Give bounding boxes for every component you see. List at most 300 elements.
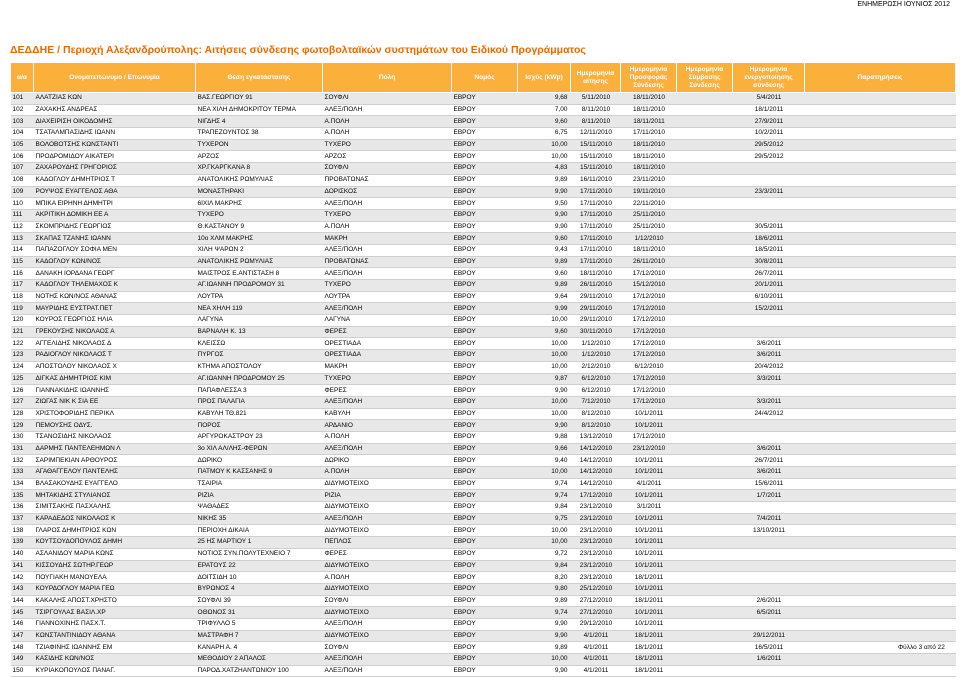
offer-date-cell: 10/1/2011 <box>621 560 677 572</box>
applicant-name-cell: ΤΖΙΑΦΙΝΗΣ ΙΩΑΝΝΗΣ ΕΜ <box>34 642 196 654</box>
row-number-cell: 129 <box>11 420 34 432</box>
contract-date-cell <box>677 280 733 292</box>
activation-date-cell: 6/5/2011 <box>733 607 805 619</box>
installation-location-cell: ΜΕΘΟΔΙΟΥ 2 ΑΠΑΛΟΣ <box>196 654 323 666</box>
row-number-cell: 116 <box>11 268 34 280</box>
installation-location-cell: ΝΕΑ ΧΙΛΗ ΔΗΜΟΚΡΙΤΟΥ ΤΕΡΜΑ <box>196 104 323 116</box>
offer-date-cell: 10/1/2011 <box>621 513 677 525</box>
offer-date-cell: 17/12/2010 <box>621 350 677 362</box>
power-kwp-cell: 9,90 <box>518 630 571 642</box>
applicant-name-cell: ΤΣΙΡΓΟΥΛΑΣ ΒΑΣΙΛ.ΧΡ <box>34 607 196 619</box>
activation-date-cell <box>733 315 805 327</box>
prefecture-cell: ΕΒΡΟΥ <box>452 537 518 549</box>
application-date-cell: 17/11/2010 <box>571 186 621 198</box>
prefecture-cell: ΕΒΡΟΥ <box>452 291 518 303</box>
power-kwp-cell: 10,00 <box>518 315 571 327</box>
prefecture-cell: ΕΒΡΟΥ <box>452 408 518 420</box>
prefecture-cell: ΕΒΡΟΥ <box>452 303 518 315</box>
applicant-name-cell: ΔΑΡΜΗΣ ΠΑΝΤΕΛΕΗΜΩΝ Λ <box>34 443 196 455</box>
city-cell: ΠΡΟΒΑΤΩΝΑΣ <box>323 174 452 186</box>
application-date-cell: 23/12/2010 <box>571 537 621 549</box>
row-number-cell: 119 <box>11 303 34 315</box>
installation-location-cell: ΤΥΧΕΡΟΝ <box>196 139 323 151</box>
applicant-name-cell: ΖΙΩΓΑΣ ΝΙΚ Κ ΣΙΑ ΕΕ <box>34 396 196 408</box>
city-cell: ΑΛΕΞ/ΠΟΛΗ <box>323 513 452 525</box>
power-kwp-cell: 10,00 <box>518 396 571 408</box>
power-kwp-cell: 9,60 <box>518 233 571 245</box>
applications-table <box>10 62 956 677</box>
installation-location-cell: ΚΑΝΑΡΗ Α. 4 <box>196 642 323 654</box>
city-cell: ΛΟΥΤΡΑ <box>323 291 452 303</box>
contract-date-cell <box>677 151 733 163</box>
table-row <box>11 490 956 502</box>
city-cell: ΑΛΕΞ/ΠΟΛΗ <box>323 104 452 116</box>
col-header-location: Θέση εγκατάστασης <box>196 63 323 93</box>
power-kwp-cell: 10,00 <box>518 350 571 362</box>
application-date-cell: 17/11/2010 <box>571 256 621 268</box>
power-kwp-cell: 9,74 <box>518 478 571 490</box>
contract-date-cell <box>677 256 733 268</box>
installation-location-cell: ΒΑΣ.ΓΕΩΡΓΙΟΥ 91 <box>196 93 323 105</box>
installation-location-cell: ΛΟΥΤΡΑ <box>196 291 323 303</box>
row-number-cell: 107 <box>11 163 34 175</box>
power-kwp-cell: 9,89 <box>518 642 571 654</box>
application-date-cell: 17/11/2010 <box>571 233 621 245</box>
applicant-name-cell: ΚΑΔΟΓΛΟΥ ΚΩΝ/ΝΟΣ <box>34 256 196 268</box>
contract-date-cell <box>677 186 733 198</box>
application-date-cell: 17/12/2010 <box>571 490 621 502</box>
prefecture-cell: ΕΒΡΟΥ <box>452 478 518 490</box>
offer-date-cell: 18/11/2010 <box>621 163 677 175</box>
application-date-cell: 23/12/2010 <box>571 548 621 560</box>
applicant-name-cell: ΣΙΜΙΤΣΑΚΗΣ ΠΑΣΧΑΛΗΣ <box>34 502 196 514</box>
table-row <box>11 350 956 362</box>
installation-location-cell: ΠΟΡΟΣ <box>196 420 323 432</box>
activation-date-cell <box>733 572 805 584</box>
activation-date-cell: 15/6/2011 <box>733 478 805 490</box>
notes-cell <box>805 443 956 455</box>
offer-date-cell: 17/11/2010 <box>621 128 677 140</box>
table-row <box>11 326 956 338</box>
application-date-cell: 29/11/2010 <box>571 291 621 303</box>
application-date-cell: 29/11/2010 <box>571 315 621 327</box>
power-kwp-cell: 10,00 <box>518 537 571 549</box>
application-date-cell: 6/12/2010 <box>571 373 621 385</box>
contract-date-cell <box>677 244 733 256</box>
row-number-cell: 103 <box>11 116 34 128</box>
installation-location-cell: ΤΡΑΠΕΖΟΥΝΤΟΣ 38 <box>196 128 323 140</box>
contract-date-cell <box>677 583 733 595</box>
update-date: ΕΝΗΜΕΡΩΣΗ ΙΟΥΝΙΟΣ 2012 <box>857 1 950 8</box>
notes-cell <box>805 315 956 327</box>
applicant-name-cell: ΣΚΟΜΠΡΙΔΗΣ ΓΕΩΡΓΙΟΣ <box>34 221 196 233</box>
prefecture-cell: ΕΒΡΟΥ <box>452 163 518 175</box>
notes-cell <box>805 350 956 362</box>
installation-location-cell: ΑΓ.ΙΩΑΝΝΗ ΠΡΟΔΡΟΜΟΥ 25 <box>196 373 323 385</box>
city-cell: ΦΕΡΕΣ <box>323 385 452 397</box>
applicant-name-cell: ΚΩΝΣΤΑΝΤΙΝΙΔΟΥ ΑΘΑΝΑ <box>34 630 196 642</box>
table-row <box>11 116 956 128</box>
applicant-name-cell: ΑΚΡΙΤΙΚΗ ΔΟΜΙΚΗ ΕΕ Α <box>34 209 196 221</box>
city-cell: ΔΙΔΥΜΟΤΕΙΧΟ <box>323 607 452 619</box>
offer-date-cell: 10/1/2011 <box>621 537 677 549</box>
notes-cell <box>805 595 956 607</box>
applications-table-container <box>10 62 955 677</box>
col-header-application-date: Ημερομηνία αίτησης <box>571 63 621 93</box>
notes-cell <box>805 385 956 397</box>
offer-date-cell: 1/12/2010 <box>621 233 677 245</box>
row-number-cell: 145 <box>11 607 34 619</box>
city-cell: ΜΑΚΡΗ <box>323 233 452 245</box>
prefecture-cell: ΕΒΡΟΥ <box>452 350 518 362</box>
table-row <box>11 104 956 116</box>
city-cell: ΦΕΡΕΣ <box>323 326 452 338</box>
power-kwp-cell: 9,90 <box>518 209 571 221</box>
offer-date-cell: 10/1/2011 <box>621 618 677 630</box>
installation-location-cell: ΧΡ.ΓΚΑΡΓΚΑΝΑ 8 <box>196 163 323 175</box>
city-cell: ΠΕΠΛΟΣ <box>323 537 452 549</box>
power-kwp-cell: 9,68 <box>518 93 571 105</box>
power-kwp-cell: 9,60 <box>518 268 571 280</box>
offer-date-cell: 10/1/2011 <box>621 455 677 467</box>
power-kwp-cell: 9,74 <box>518 607 571 619</box>
offer-date-cell: 22/11/2010 <box>621 198 677 210</box>
offer-date-cell: 18/1/2011 <box>621 630 677 642</box>
row-number-cell: 112 <box>11 221 34 233</box>
row-number-cell: 124 <box>11 361 34 373</box>
prefecture-cell: ΕΒΡΟΥ <box>452 268 518 280</box>
notes-cell <box>805 128 956 140</box>
offer-date-cell: 23/11/2010 <box>621 174 677 186</box>
city-cell: Α.ΠΟΛΗ <box>323 221 452 233</box>
applicant-name-cell: ΣΑΡΙΜΠΕΚΙΑΝ ΑΡΘΟΥΡΟΣ <box>34 455 196 467</box>
offer-date-cell: 10/1/2011 <box>621 467 677 479</box>
installation-location-cell: 25 ΗΣ ΜΑΡΤΙΟΥ 1 <box>196 537 323 549</box>
offer-date-cell: 17/12/2010 <box>621 338 677 350</box>
contract-date-cell <box>677 198 733 210</box>
row-number-cell: 143 <box>11 583 34 595</box>
application-date-cell: 8/12/2010 <box>571 408 621 420</box>
activation-date-cell <box>733 665 805 677</box>
application-date-cell: 4/1/2011 <box>571 654 621 666</box>
application-date-cell: 29/11/2010 <box>571 303 621 315</box>
col-header-name: Ονοματεπώνυμο / Επωνυμία <box>34 63 196 93</box>
offer-date-cell: 10/1/2011 <box>621 490 677 502</box>
installation-location-cell: ΚΑΒΥΛΗ ΤΘ.821 <box>196 408 323 420</box>
application-date-cell: 27/12/2010 <box>571 607 621 619</box>
installation-location-cell: ΑΝΑΤΟΛΙΚΗΣ ΡΩΜΥΛΙΑΣ <box>196 174 323 186</box>
notes-cell <box>805 490 956 502</box>
city-cell: ΤΥΧΕΡΟ <box>323 280 452 292</box>
application-date-cell: 15/11/2010 <box>571 151 621 163</box>
row-number-cell: 131 <box>11 443 34 455</box>
prefecture-cell: ΕΒΡΟΥ <box>452 385 518 397</box>
notes-cell <box>805 244 956 256</box>
application-date-cell: 17/11/2010 <box>571 209 621 221</box>
prefecture-cell: ΕΒΡΟΥ <box>452 572 518 584</box>
activation-date-cell <box>733 198 805 210</box>
row-number-cell: 133 <box>11 467 34 479</box>
notes-cell <box>805 548 956 560</box>
applicant-name-cell: ΚΟΥΡΟΣ ΓΕΩΡΓΙΟΣ ΗΛΙΑ <box>34 315 196 327</box>
contract-date-cell <box>677 361 733 373</box>
notes-cell <box>805 268 956 280</box>
installation-location-cell: ΝΙΚΗΣ 35 <box>196 513 323 525</box>
notes-cell <box>805 104 956 116</box>
city-cell: ΑΛΕΞ/ΠΟΛΗ <box>323 654 452 666</box>
table-row <box>11 163 956 175</box>
notes-cell <box>805 338 956 350</box>
activation-date-cell <box>733 618 805 630</box>
notes-cell <box>805 256 956 268</box>
installation-location-cell: 10ο ΧΛΜ ΜΑΚΡΗΣ <box>196 233 323 245</box>
notes-cell <box>805 361 956 373</box>
activation-date-cell: 1/7/2011 <box>733 490 805 502</box>
application-date-cell: 17/11/2010 <box>571 198 621 210</box>
city-cell: Α.ΠΟΛΗ <box>323 572 452 584</box>
installation-location-cell: 6ΙΧΙΛ ΜΑΚΡΗΣ <box>196 198 323 210</box>
city-cell: ΔΙΔΥΜΟΤΕΙΧΟ <box>323 630 452 642</box>
city-cell: ΔΙΔΥΜΟΤΕΙΧΟ <box>323 525 452 537</box>
prefecture-cell: ΕΒΡΟΥ <box>452 128 518 140</box>
offer-date-cell: 18/11/2010 <box>621 244 677 256</box>
table-row <box>11 630 956 642</box>
application-date-cell: 17/11/2010 <box>571 221 621 233</box>
city-cell: ΔΟΡΙΣΚΟΣ <box>323 186 452 198</box>
prefecture-cell: ΕΒΡΟΥ <box>452 186 518 198</box>
application-date-cell: 6/12/2010 <box>571 385 621 397</box>
table-row <box>11 642 956 654</box>
prefecture-cell: ΕΒΡΟΥ <box>452 338 518 350</box>
contract-date-cell <box>677 513 733 525</box>
contract-date-cell <box>677 572 733 584</box>
activation-date-cell: 2/6/2011 <box>733 595 805 607</box>
installation-location-cell: ΝΙΓΔΗΣ 4 <box>196 116 323 128</box>
offer-date-cell: 18/11/2010 <box>621 139 677 151</box>
offer-date-cell: 17/12/2010 <box>621 303 677 315</box>
applicant-name-cell: ΝΟΤΗΣ ΚΩΝ/ΝΟΣ ΑΘΑΝΑΣ <box>34 291 196 303</box>
prefecture-cell: ΕΒΡΟΥ <box>452 502 518 514</box>
table-row <box>11 513 956 525</box>
table-row <box>11 583 956 595</box>
notes-cell <box>805 537 956 549</box>
offer-date-cell: 18/1/2011 <box>621 572 677 584</box>
offer-date-cell: 25/11/2010 <box>621 221 677 233</box>
prefecture-cell: ΕΒΡΟΥ <box>452 595 518 607</box>
table-row <box>11 431 956 443</box>
contract-date-cell <box>677 163 733 175</box>
row-number-cell: 150 <box>11 665 34 677</box>
notes-cell <box>805 654 956 666</box>
application-date-cell: 14/12/2010 <box>571 443 621 455</box>
contract-date-cell <box>677 315 733 327</box>
row-number-cell: 146 <box>11 618 34 630</box>
applicant-name-cell: ΠΕΜΟΥΣΗΣ ΟΔΥΣ. <box>34 420 196 432</box>
table-row <box>11 198 956 210</box>
activation-date-cell: 30/8/2011 <box>733 256 805 268</box>
row-number-cell: 136 <box>11 502 34 514</box>
table-header-row <box>11 63 956 93</box>
applicant-name-cell: ΧΡΙΣΤΟΦΟΡΙΔΗΣ ΠΕΡΙΚΛ <box>34 408 196 420</box>
table-row <box>11 396 956 408</box>
prefecture-cell: ΕΒΡΟΥ <box>452 607 518 619</box>
power-kwp-cell: 9,90 <box>518 221 571 233</box>
city-cell: ΑΛΕΞ/ΠΟΛΗ <box>323 396 452 408</box>
applicant-name-cell: ΔΑΝΑΚΗ ΙΟΡΔΑΝΑ ΓΕΩΡΓ <box>34 268 196 280</box>
notes-cell <box>805 116 956 128</box>
activation-date-cell <box>733 537 805 549</box>
applicant-name-cell: ΡΟΥΨΟΣ ΕΥΑΓΓΕΛΟΣ ΑΘΑ <box>34 186 196 198</box>
application-date-cell: 14/12/2010 <box>571 455 621 467</box>
application-date-cell: 4/1/2011 <box>571 630 621 642</box>
installation-location-cell: ΕΡΑΤΟΥΣ 22 <box>196 560 323 572</box>
row-number-cell: 118 <box>11 291 34 303</box>
application-date-cell: 26/11/2010 <box>571 280 621 292</box>
offer-date-cell: 10/1/2011 <box>621 525 677 537</box>
contract-date-cell <box>677 233 733 245</box>
notes-cell <box>805 373 956 385</box>
contract-date-cell <box>677 642 733 654</box>
power-kwp-cell: 9,88 <box>518 431 571 443</box>
table-row <box>11 268 956 280</box>
prefecture-cell: ΕΒΡΟΥ <box>452 280 518 292</box>
power-kwp-cell: 9,90 <box>518 618 571 630</box>
application-date-cell: 8/12/2010 <box>571 420 621 432</box>
city-cell: ΤΥΧΕΡΟ <box>323 373 452 385</box>
row-number-cell: 104 <box>11 128 34 140</box>
power-kwp-cell: 9,60 <box>518 116 571 128</box>
col-header-activation-date: Ημερομηνία ενεργοποίησης σύνδεσης <box>733 63 805 93</box>
activation-date-cell: 1/6/2011 <box>733 654 805 666</box>
table-row <box>11 93 956 105</box>
row-number-cell: 120 <box>11 315 34 327</box>
city-cell: ΑΛΕΞ/ΠΟΛΗ <box>323 268 452 280</box>
installation-location-cell: ΠΑΤΜΟΥ Κ ΚΑΣΣΑΝΗΣ 9 <box>196 467 323 479</box>
applicant-name-cell: ΚΟΥΡΔΟΓΛΟΥ ΜΑΡΙΑ ΓΕΩ <box>34 583 196 595</box>
power-kwp-cell: 10,00 <box>518 408 571 420</box>
city-cell: ΡΙΖΙΑ <box>323 490 452 502</box>
prefecture-cell: ΕΒΡΟΥ <box>452 560 518 572</box>
applicant-name-cell: ΜΠΙΚΑ ΕΙΡΗΝΗ ΔΗΜΗΤΡΙ <box>34 198 196 210</box>
table-row <box>11 607 956 619</box>
notes-cell <box>805 431 956 443</box>
activation-date-cell: 3/6/2011 <box>733 443 805 455</box>
activation-date-cell: 13/10/2011 <box>733 525 805 537</box>
table-row <box>11 174 956 186</box>
contract-date-cell <box>677 139 733 151</box>
activation-date-cell <box>733 385 805 397</box>
installation-location-cell: ΠΥΡΓΟΣ <box>196 350 323 362</box>
row-number-cell: 127 <box>11 396 34 408</box>
city-cell: Α.ΠΟΛΗ <box>323 431 452 443</box>
installation-location-cell: ΨΑΘΑΔΕΣ <box>196 502 323 514</box>
table-row <box>11 385 956 397</box>
offer-date-cell: 18/11/2010 <box>621 104 677 116</box>
prefecture-cell: ΕΒΡΟΥ <box>452 233 518 245</box>
offer-date-cell: 3/1/2011 <box>621 502 677 514</box>
application-date-cell: 29/12/2010 <box>571 618 621 630</box>
activation-date-cell <box>733 420 805 432</box>
offer-date-cell: 18/1/2011 <box>621 642 677 654</box>
installation-location-cell: ΣΟΥΦΛΙ 39 <box>196 595 323 607</box>
table-row <box>11 560 956 572</box>
contract-date-cell <box>677 560 733 572</box>
power-kwp-cell: 10,00 <box>518 151 571 163</box>
applicant-name-cell: ΚΑΡΑΔΕΔΟΣ ΝΙΚΟΛΑΟΣ Κ <box>34 513 196 525</box>
application-date-cell: 1/12/2010 <box>571 338 621 350</box>
offer-date-cell: 10/1/2011 <box>621 548 677 560</box>
prefecture-cell: ΕΒΡΟΥ <box>452 455 518 467</box>
activation-date-cell: 7/4/2011 <box>733 513 805 525</box>
prefecture-cell: ΕΒΡΟΥ <box>452 548 518 560</box>
notes-cell <box>805 303 956 315</box>
offer-date-cell: 17/12/2010 <box>621 268 677 280</box>
activation-date-cell: 20/1/2011 <box>733 280 805 292</box>
prefecture-cell: ΕΒΡΟΥ <box>452 618 518 630</box>
installation-location-cell: ΤΥΧΕΡΟ <box>196 209 323 221</box>
contract-date-cell <box>677 385 733 397</box>
row-number-cell: 139 <box>11 537 34 549</box>
power-kwp-cell: 10,00 <box>518 338 571 350</box>
offer-date-cell: 18/1/2011 <box>621 665 677 677</box>
installation-location-cell: ΔΟΙΤΣΙΔΗ 10 <box>196 572 323 584</box>
contract-date-cell <box>677 93 733 105</box>
notes-cell <box>805 560 956 572</box>
power-kwp-cell: 9,99 <box>518 303 571 315</box>
row-number-cell: 144 <box>11 595 34 607</box>
city-cell: ΑΛΕΞ/ΠΟΛΗ <box>323 443 452 455</box>
prefecture-cell: ΕΒΡΟΥ <box>452 583 518 595</box>
notes-cell <box>805 291 956 303</box>
prefecture-cell: ΕΒΡΟΥ <box>452 431 518 443</box>
offer-date-cell: 17/12/2010 <box>621 291 677 303</box>
contract-date-cell <box>677 455 733 467</box>
offer-date-cell: 17/12/2010 <box>621 385 677 397</box>
activation-date-cell: 3/6/2011 <box>733 350 805 362</box>
col-header-prefecture: Νομός <box>452 63 518 93</box>
power-kwp-cell: 9,90 <box>518 420 571 432</box>
application-date-cell: 5/11/2010 <box>571 93 621 105</box>
prefecture-cell: ΕΒΡΟΥ <box>452 467 518 479</box>
application-date-cell: 13/12/2010 <box>571 431 621 443</box>
notes-cell <box>805 151 956 163</box>
contract-date-cell <box>677 291 733 303</box>
table-row <box>11 303 956 315</box>
power-kwp-cell: 9,64 <box>518 291 571 303</box>
offer-date-cell: 18/1/2011 <box>621 654 677 666</box>
contract-date-cell <box>677 431 733 443</box>
activation-date-cell: 15/2/2011 <box>733 303 805 315</box>
row-number-cell: 135 <box>11 490 34 502</box>
application-date-cell: 30/11/2010 <box>571 326 621 338</box>
activation-date-cell: 23/3/2011 <box>733 186 805 198</box>
application-date-cell: 15/11/2010 <box>571 139 621 151</box>
application-date-cell: 2/12/2010 <box>571 361 621 373</box>
activation-date-cell: 16/5/2011 <box>733 642 805 654</box>
row-number-cell: 142 <box>11 572 34 584</box>
contract-date-cell <box>677 174 733 186</box>
row-number-cell: 111 <box>11 209 34 221</box>
notes-cell <box>805 198 956 210</box>
applicant-name-cell: ΓΛΑΡΟΣ ΔΗΜΗΤΡΙΟΣ ΚΩΝ <box>34 525 196 537</box>
table-row <box>11 315 956 327</box>
notes-cell <box>805 478 956 490</box>
installation-location-cell: ΝΟΤΙΟΣ ΣΥΝ.ΠΟΛΥΤΕΧΝΕΙΟ 7 <box>196 548 323 560</box>
table-row <box>11 618 956 630</box>
col-header-notes: Παρατηρήσεις <box>805 63 956 93</box>
row-number-cell: 149 <box>11 654 34 666</box>
offer-date-cell: 18/11/2010 <box>621 151 677 163</box>
